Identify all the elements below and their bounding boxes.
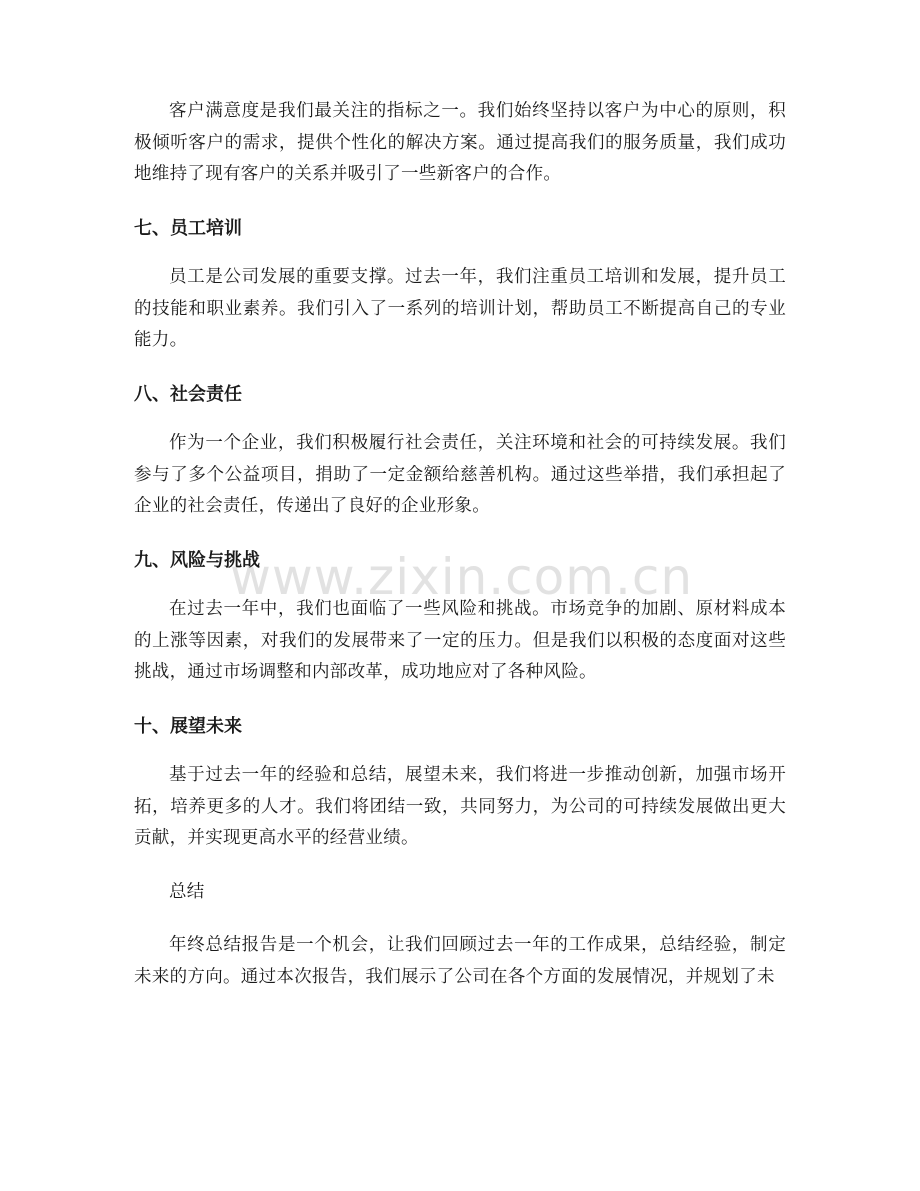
heading-employee-training: 七、员工培训 <box>134 217 242 239</box>
summary-label: 总结 <box>169 881 205 902</box>
paragraph-employee-training: 员工是公司发展的重要支撑。过去一年，我们注重员工培训和发展，提升员工的技能和职业素养。我们引入了一系列的培训计划，帮助员工不断提高自己的专业能力。 <box>134 267 786 350</box>
paragraph-outlook: 基于过去一年的经验和总结，展望未来，我们将进一步推动创新，加强市场开拓，培养更多的人才。我们将团结一致，共同努力，为公司的可持续发展做出更大贡献，并实现更高水平的经营业绩。 <box>134 765 786 848</box>
paragraph-risks-challenges: 在过去一年中，我们也面临了一些风险和挑战。市场竞争的加剧、原材料成本的上涨等因素，对我们的发展带来了一定的压力。但是我们以积极的态度面对这些挑战，通过市场调整和内部改革，成功地应对了各种风险。 <box>134 599 786 682</box>
document-body <box>134 96 786 993</box>
heading-social-responsibility: 八、社会责任 <box>134 383 242 405</box>
paragraph-summary: 年终总结报告是一个机会，让我们回顾过去一年的工作成果，总结经验，制定未来的方向。通过本次报告，我们展示了公司在各个方面的发展情况，并规划了未 <box>134 935 786 987</box>
watermark-text: www.zixin.com.cn <box>230 548 694 606</box>
paragraph-customer-satisfaction: 客户满意度是我们最关注的指标之一。我们始终坚持以客户为中心的原则，积极倾听客户的需求，提供个性化的解决方案。通过提高我们的服务质量，我们成功地维持了现有客户的关系并吸引了一些新客户的合作。 <box>134 101 786 184</box>
heading-risks-challenges: 九、风险与挑战 <box>134 549 260 571</box>
paragraph-social-responsibility: 作为一个企业，我们积极履行社会责任，关注环境和社会的可持续发展。我们参与了多个公益项目，捐助了一定金额给慈善机构。通过这些举措，我们承担起了企业的社会责任，传递出了良好的企业形象。 <box>134 433 786 516</box>
heading-outlook: 十、展望未来 <box>134 715 242 737</box>
